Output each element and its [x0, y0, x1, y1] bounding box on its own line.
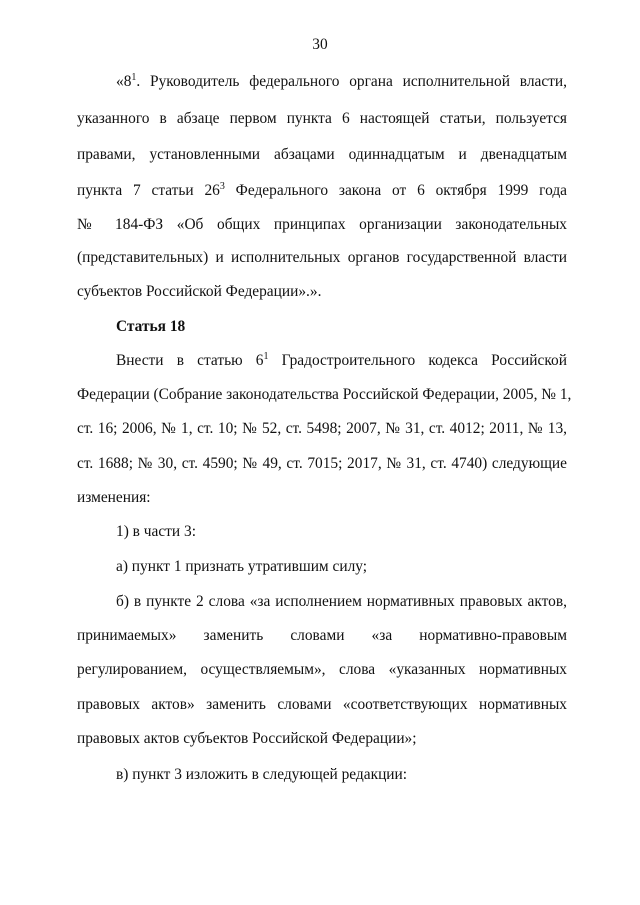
paragraph-line: (представительных) и исполнительных органов государственной власти	[77, 249, 567, 266]
paragraph-line: Внести в статью $6^1$ Градостроительного кодекса Российской	[116, 351, 567, 369]
paragraph-line: субъектов Российской Федерации».».	[77, 283, 322, 300]
paragraph-line: «$8^1$. Руководитель федерального органа исполнительной власти,	[116, 72, 567, 90]
article-heading: Статья 18	[116, 318, 186, 335]
list-item: в) пункт 3 изложить в следующей редакции:	[116, 766, 408, 783]
superscript: 1	[263, 351, 269, 362]
page-number: 30	[312, 36, 328, 53]
paragraph-line: правовых актов субъектов Российской Федерации»;	[77, 730, 417, 747]
superscript: 1	[131, 72, 137, 83]
list-item: 1) в части 3:	[116, 523, 196, 540]
paragraph-line: пункта 7 статьи $26^3$ Федерального закона от 6 октября 1999 года	[77, 181, 567, 199]
paragraph-line: правами, установленными абзацами одиннадцатым и двенадцатым	[77, 146, 567, 163]
paragraph-line: ст. 16; 2006, № 1, ст. 10; № 52, ст. 5498; 2007, № 31, ст. 4012; 2011, № 13,	[77, 420, 567, 437]
paragraph-line: б) в пункте 2 слова «за исполнением нормативных правовых актов,	[116, 593, 567, 610]
superscript: 3	[219, 181, 225, 192]
paragraph-line: правовых актов» заменить словами «соответствующих нормативных	[77, 696, 567, 713]
paragraph-line: регулированием, осуществляемым», слова «указанных нормативных	[77, 661, 567, 678]
paragraph-line: № 184-ФЗ «Об общих принципах организации законодательных	[77, 216, 567, 233]
paragraph-line: принимаемых» заменить словами «за нормативно-правовым	[77, 627, 567, 644]
paragraph-line: ст. 1688; № 30, ст. 4590; № 49, ст. 7015; 2017, № 31, ст. 4740) следующие	[77, 455, 567, 472]
paragraph-line: изменения:	[77, 489, 151, 506]
paragraph-line: Федерации (Собрание законодательства Российской Федерации, 2005, № 1,	[77, 386, 572, 403]
list-item: а) пункт 1 признать утратившим силу;	[116, 558, 368, 575]
paragraph-line: указанного в абзаце первом пункта 6 настоящей статьи, пользуется	[77, 110, 567, 127]
